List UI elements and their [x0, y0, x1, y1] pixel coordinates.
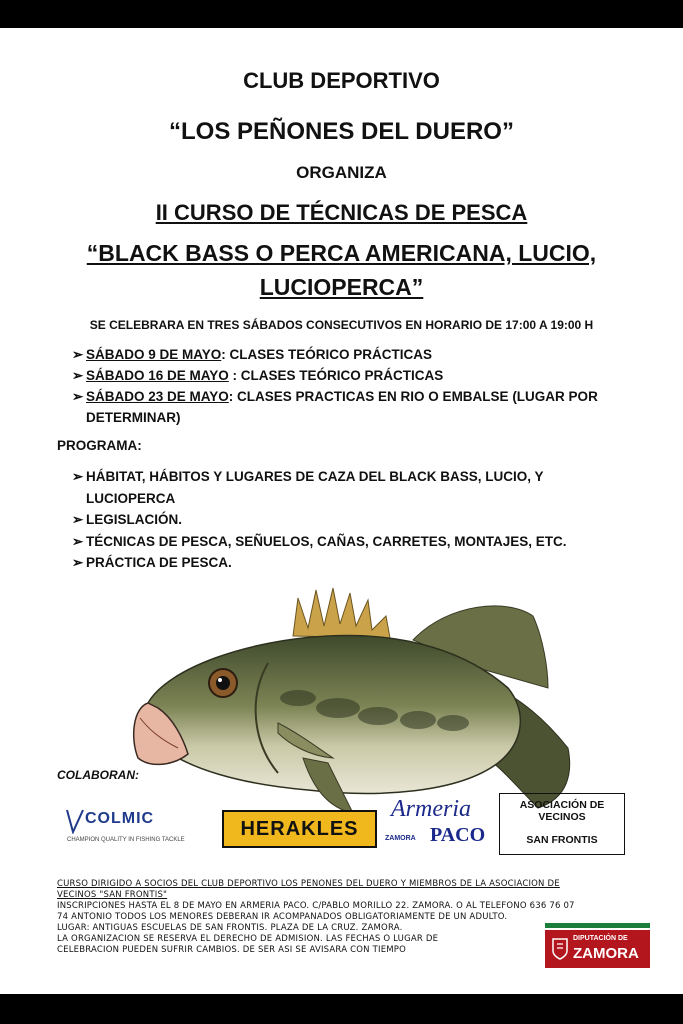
programa-item-text: HÁBITAT, HÁBITOS Y LUGARES DE CAZA DEL BLACK BASS, LUCIO, Y LUCIOPERCA: [86, 469, 544, 506]
course-subtitle-line1: “BLACK BASS O PERCA AMERICANA, LUCIO,: [86, 240, 597, 266]
armeria-name: Armeria: [391, 796, 471, 822]
note-line: CURSO DIRIGIDO A SOCIOS DEL CLUB DEPORTIVO LOS PEÑONES DEL DUERO Y MIEMBROS DE LA ASOCIACIÓN DE: [57, 879, 560, 889]
armeria-city: ZAMORA: [385, 835, 416, 842]
schedule-item: [72, 386, 612, 428]
programa-item-text: LEGISLACIÓN.: [86, 512, 183, 527]
poster: [0, 28, 683, 994]
colmic-logo: [63, 808, 203, 853]
diputacion-zamora-logo: [545, 923, 650, 971]
schedule-text: : CLASES PRACTICAS EN RIO O EMBALSE (LUGAR POR DETERMINAR): [86, 389, 598, 425]
armeria-paco: PACO: [430, 824, 486, 846]
note-line: LA ORGANIZACIÓN SE RESERVA EL DERECHO DE ADMISIÓN. LAS FECHAS O LUGAR DE: [57, 934, 439, 944]
note-line: CELEBRACIÓN PUEDEN SUFRIR CAMBIOS. DE SER ASÍ SE AVISARA CON TIEMPO: [57, 945, 407, 955]
arrow-bullet-icon: ➢: [72, 347, 84, 362]
diputacion-stripe: [545, 923, 650, 928]
schedule-day: SÁBADO 16 DE MAYO: [86, 368, 229, 383]
arrow-bullet-icon: ➢: [72, 512, 84, 527]
colmic-tagline: CHAMPION QUALITY IN FISHING TACKLE: [67, 837, 185, 843]
organiza-label: ORGANIZA: [296, 163, 387, 182]
note-line: 74 ANTONIO TODOS LOS MENORES DEBERAN IR ACOMPAÑADOS OBLIGATORIAMENTE DE UN ADULTO.: [57, 912, 508, 922]
club-name-line1: CLUB DEPORTIVO: [243, 68, 440, 93]
arrow-bullet-icon: ➢: [72, 469, 84, 484]
programa-heading: PROGRAMA:: [57, 438, 142, 453]
asociacion-line2: VECINOS: [538, 811, 586, 823]
programa-item: [72, 466, 572, 509]
asociacion-vecinos-box: [499, 793, 625, 855]
schedule-day: SÁBADO 9 DE MAYO: [86, 347, 222, 362]
asociacion-line1: ASOCIACIÓN DE: [519, 799, 605, 811]
programa-item: [72, 531, 572, 553]
colmic-mark-icon: [65, 808, 85, 834]
black-bass-illustration: [128, 558, 583, 818]
schedule-item: [72, 344, 612, 365]
club-name-line2: “LOS PEÑONES DEL DUERO”: [169, 118, 514, 145]
colmic-name: COLMIC: [85, 810, 155, 827]
programa-item-text: PRÁCTICA DE PESCA.: [86, 555, 232, 570]
diputacion-line1: DIPUTACIÓN DE: [573, 935, 628, 942]
schedule-day: SÁBADO 23 DE MAYO: [86, 389, 229, 404]
colaboran-label: COLABORAN:: [57, 768, 139, 782]
armeria-paco-logo: [385, 796, 500, 854]
note-line: LUGAR: ANTIGUAS ESCUELAS DE SAN FRONTIS. PLAZA DE LA CRUZ. ZAMORA.: [57, 923, 403, 933]
arrow-bullet-icon: ➢: [72, 389, 84, 404]
schedule-item: [72, 365, 612, 386]
diputacion-box: [545, 930, 650, 968]
schedule-text: : CLASES TEÓRICO PRÁCTICAS: [221, 347, 433, 362]
arrow-bullet-icon: ➢: [72, 368, 84, 383]
course-title: II CURSO DE TÉCNICAS DE PESCA: [155, 200, 528, 225]
diputacion-line2: ZAMORA: [573, 945, 639, 962]
note-line: VECINOS "SAN FRONTIS": [57, 890, 168, 900]
schedule-list: [72, 344, 612, 428]
course-subtitle-line2: LUCIOPERCA”: [259, 274, 424, 300]
schedule-intro: SE CELEBRARA EN TRES SÁBADOS CONSECUTIVOS EN HORARIO DE 17:00 A 19:00 H: [89, 318, 594, 332]
herakles-logo: HERAKLES: [222, 810, 377, 848]
asociacion-line3: SAN FRONTIS: [526, 834, 598, 846]
programa-item: [72, 509, 572, 531]
arrow-bullet-icon: ➢: [72, 555, 84, 570]
programa-item-text: TÉCNICAS DE PESCA, SEÑUELOS, CAÑAS, CARRETES, MONTAJES, ETC.: [86, 533, 567, 549]
arrow-bullet-icon: ➢: [72, 533, 84, 549]
schedule-text: : CLASES TEÓRICO PRÁCTICAS: [228, 368, 444, 383]
diputacion-shield-icon: [552, 938, 568, 960]
note-line: INSCRIPCIONES HASTA EL 8 DE MAYO EN ARMERIA PACO. C/PABLO MORILLO 22. ZAMORA. O AL TELÉFONO 636 76 07: [57, 901, 575, 911]
